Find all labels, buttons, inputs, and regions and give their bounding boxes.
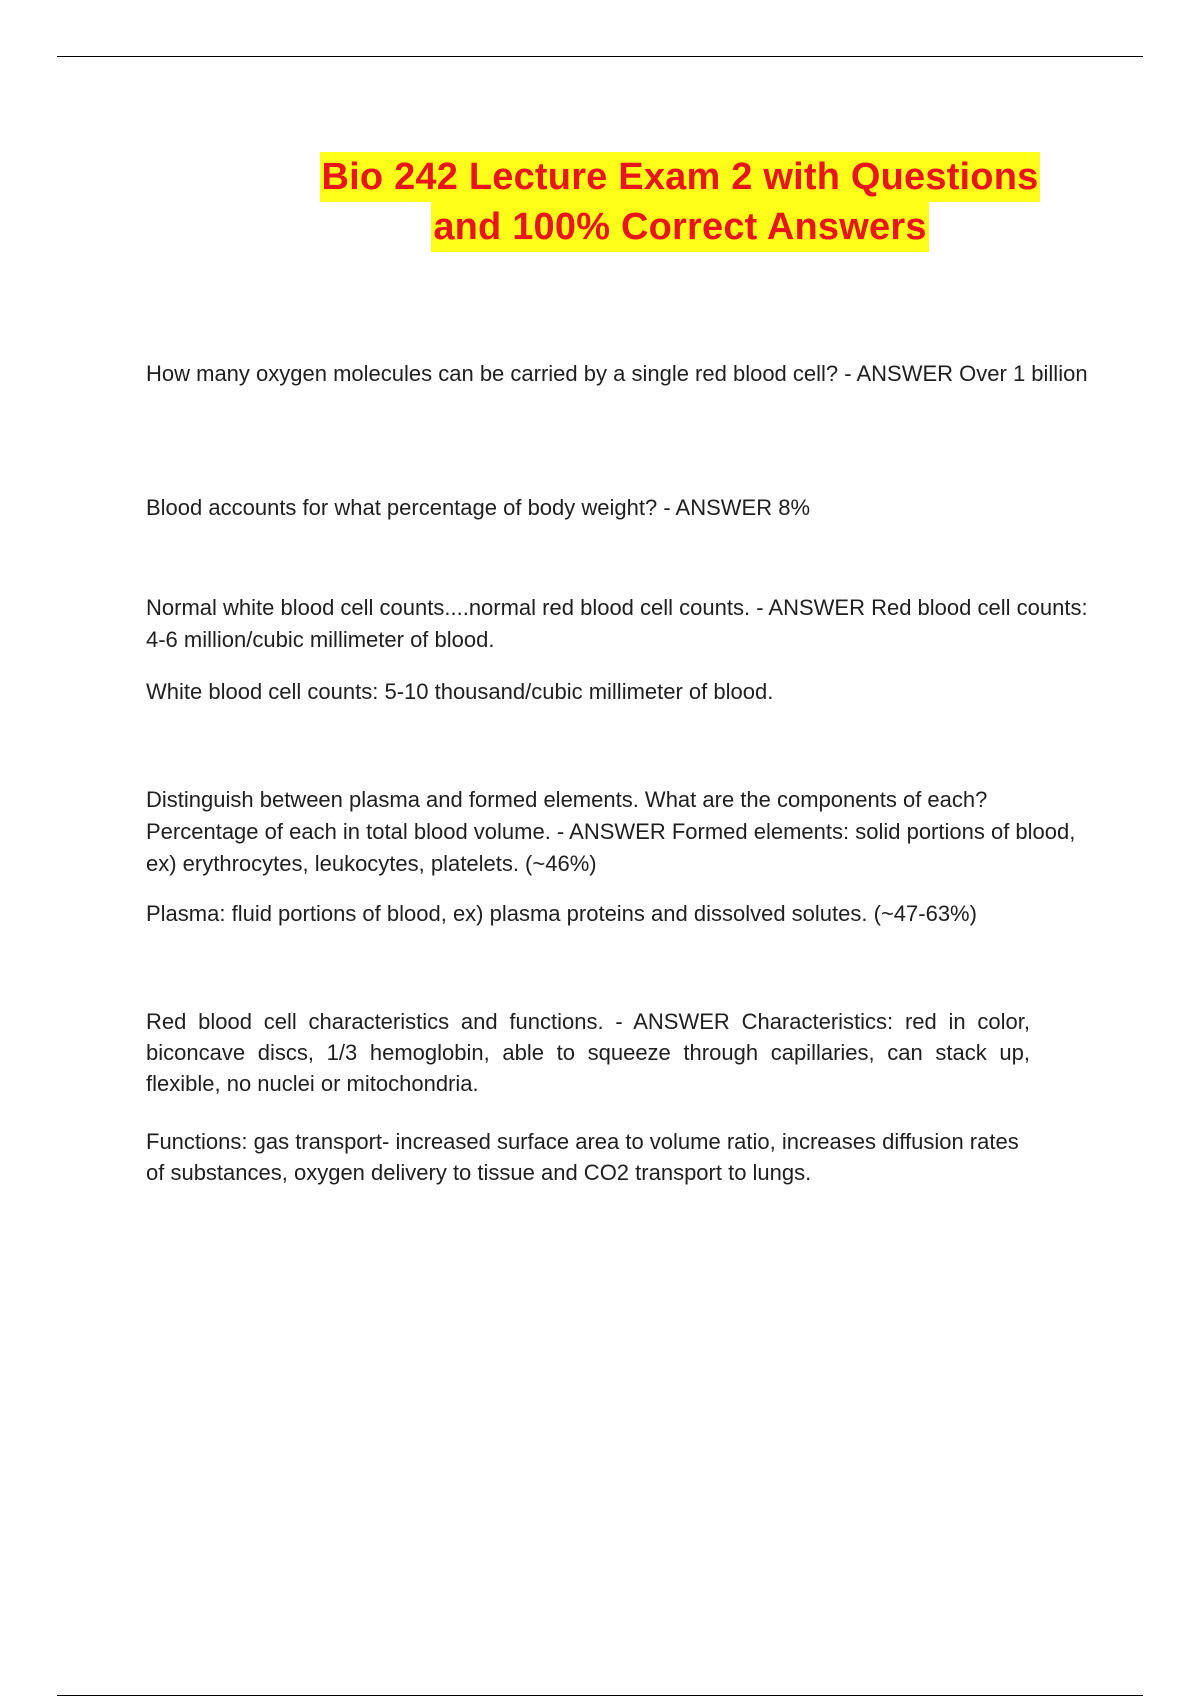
qa-text: How many oxygen molecules can be carried by a single red blood cell? - ANSWER Over 1 billion	[146, 361, 1088, 386]
title-line-1: Bio 242 Lecture Exam 2 with Questions	[320, 152, 1041, 202]
qa-extra-text: Plasma: fluid portions of blood, ex) plasma proteins and dissolved solutes. (~47-63%)	[146, 901, 977, 926]
qa-item-4	[146, 784, 1096, 880]
qa-item-3-extra	[146, 676, 1096, 708]
qa-text: Blood accounts for what percentage of body weight? - ANSWER 8%	[146, 495, 811, 520]
qa-item-5-extra	[146, 1126, 1030, 1188]
qa-text: Normal white blood cell counts....normal red blood cell counts. - ANSWER Red blood cell counts: 4-6 million/cubic millimeter of blood.	[146, 595, 1088, 652]
qa-item-5	[146, 1006, 1030, 1099]
qa-text: Red blood cell characteristics and functions. - ANSWER Characteristics: red in color, biconcave discs, 1/3 hemoglobin, able to squeeze through capillaries, can stack up, flexible, no nuclei or mitochondria.	[146, 1009, 1030, 1096]
qa-text: Distinguish between plasma and formed elements. What are the components of each? Percentage of each in total blood volume. - ANSWER Formed elements: solid portions of blood, ex) erythrocytes, leukocytes, platelets. (~46%)	[146, 787, 1076, 876]
qa-extra-text: White blood cell counts: 5-10 thousand/cubic millimeter of blood.	[146, 679, 774, 704]
top-divider	[57, 56, 1143, 57]
qa-item-4-extra	[146, 898, 1096, 930]
bottom-divider	[57, 1695, 1143, 1696]
qa-item-3	[146, 592, 1096, 656]
qa-item-2	[146, 492, 1096, 524]
title-line-2: and 100% Correct Answers	[431, 202, 928, 252]
document-title	[240, 152, 1120, 252]
qa-item-1	[146, 360, 1096, 388]
qa-extra-text: Functions: gas transport- increased surface area to volume ratio, increases diffusion rates of substances, oxygen delivery to tissue and CO2 transport to lungs.	[146, 1129, 1019, 1185]
